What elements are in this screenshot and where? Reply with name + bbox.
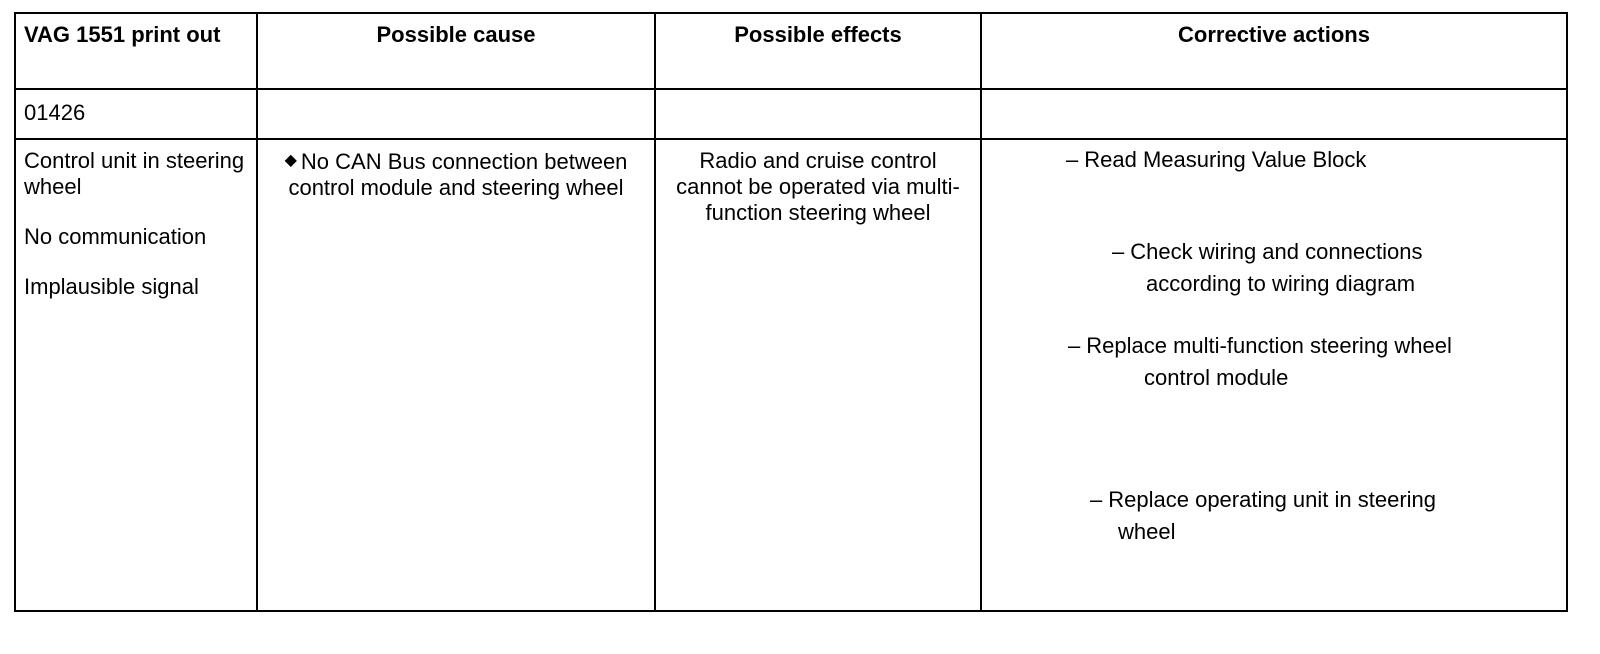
- empty-cell: [257, 89, 655, 139]
- fault-table-container: [14, 12, 1568, 612]
- diamond-bullet-icon: ◆: [284, 152, 297, 169]
- effects-cell: [655, 139, 981, 611]
- action-item: – Check wiring and connections according to wiring diagram: [1112, 239, 1423, 296]
- header-printout: VAG 1551 print out: [15, 13, 257, 89]
- cause-cell: [257, 139, 655, 611]
- effects-text: Radio and cruise control cannot be operated via multi-function steering wheel: [676, 148, 960, 225]
- fault-type-1: No communication: [24, 224, 207, 249]
- fault-type-2: Implausible signal: [24, 274, 199, 299]
- fault-code-cell: [15, 89, 257, 139]
- fault-code: 01426: [24, 100, 86, 125]
- empty-cell: [981, 89, 1567, 139]
- action-item: – Replace operating unit in steering wheel: [1090, 487, 1437, 544]
- header-effects: Possible effects: [655, 13, 981, 89]
- actions-cell: [981, 139, 1567, 611]
- dash-bullet-icon: –: [1068, 333, 1081, 358]
- fault-detail-row: [15, 139, 1567, 611]
- empty-cell: [655, 89, 981, 139]
- header-row: [15, 13, 1567, 89]
- component-name: Control unit in steering wheel: [24, 148, 245, 199]
- component-cell: [15, 139, 257, 611]
- dash-bullet-icon: –: [1066, 147, 1079, 172]
- action-item: – Replace multi-function steering wheel control module: [1068, 333, 1452, 390]
- cause-text: No CAN Bus connection between control module and steering wheel: [288, 149, 628, 200]
- header-cause: Possible cause: [257, 13, 655, 89]
- action-item: – Read Measuring Value Block: [1066, 147, 1367, 172]
- fault-table: [14, 12, 1568, 612]
- dash-bullet-icon: –: [1090, 487, 1103, 512]
- code-row: [15, 89, 1567, 139]
- dash-bullet-icon: –: [1112, 239, 1125, 264]
- header-actions: Corrective actions: [981, 13, 1567, 89]
